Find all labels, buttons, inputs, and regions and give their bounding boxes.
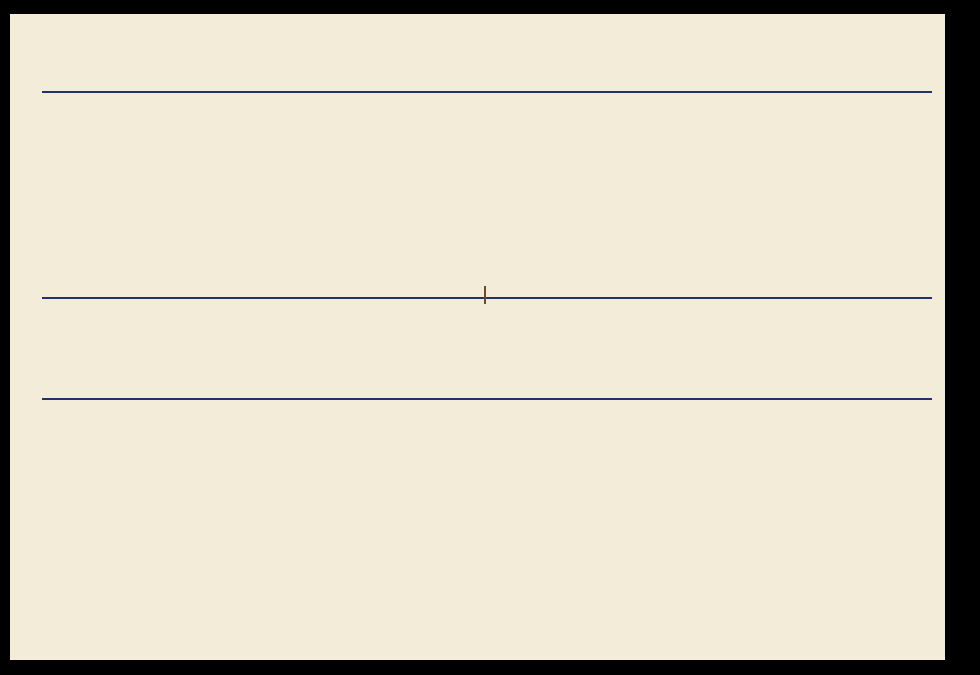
table-bottom-rule (42, 297, 932, 299)
top-rule (42, 91, 932, 93)
postal-card (10, 14, 945, 660)
card-crease-mark (484, 286, 486, 304)
notes-bottom-rule (42, 398, 932, 400)
